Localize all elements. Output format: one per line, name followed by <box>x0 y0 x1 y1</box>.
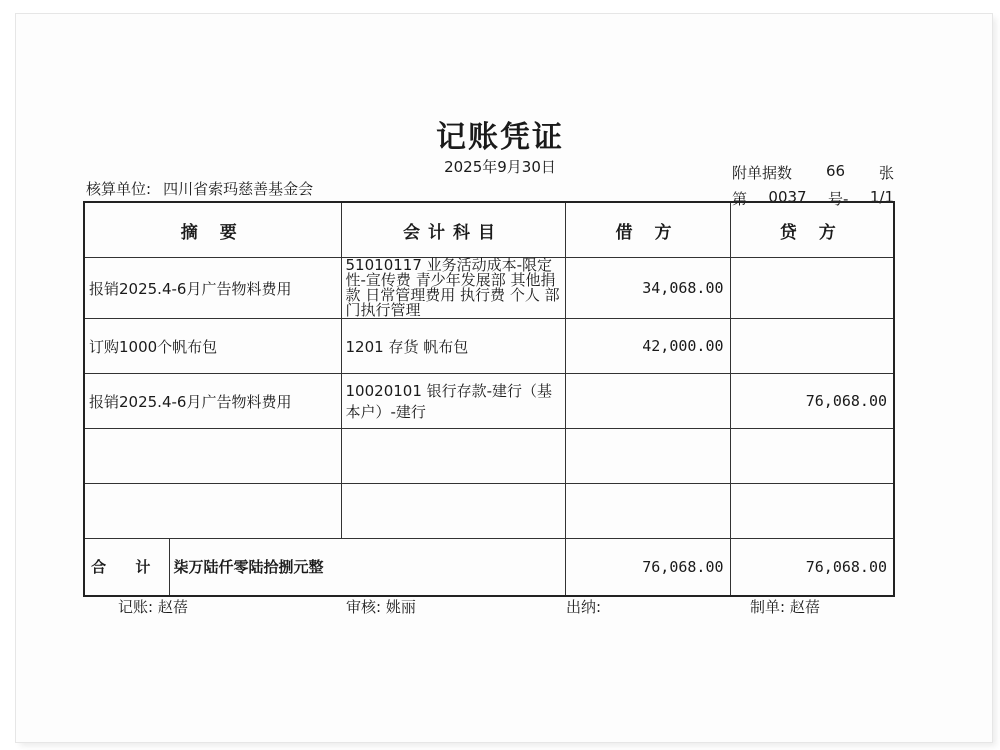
row-account: 51010117 业务活动成本-限定性-宣传费 青少年发展部 其他捐款 日常管理费用 执行费 个人 部门执行管理 <box>341 258 565 319</box>
preparer-signature: 制单: 赵蓓 <box>750 598 820 616</box>
voucher-date: 2025年9月30日 <box>444 158 556 176</box>
column-credit: 贷 方 <box>730 202 894 258</box>
accounting-unit-value: 四川省索玛慈善基金会 <box>163 180 314 198</box>
row-summary: 报销2025.4-6月广告物料费用 <box>84 258 341 319</box>
column-account: 会计科目 <box>341 202 565 258</box>
voucher-number-suffix: 号- <box>828 190 849 208</box>
column-summary: 摘 要 <box>84 202 341 258</box>
voucher-title: 记账凭证 <box>436 120 564 155</box>
row-debit <box>565 484 730 539</box>
reviewer-signature: 审核: 姚丽 <box>346 598 416 616</box>
table-row <box>84 429 894 484</box>
total-debit: 76,068.00 <box>565 539 730 596</box>
voucher-number-value: 0037 <box>768 188 807 206</box>
voucher-page: 1/1 <box>869 188 894 206</box>
row-credit: 76,068.00 <box>730 374 894 429</box>
total-amount-words: 柒万陆仟零陆拾捌元整 <box>169 539 565 596</box>
table-row <box>84 258 894 319</box>
row-debit <box>565 374 730 429</box>
row-summary <box>84 484 341 539</box>
row-credit <box>730 484 894 539</box>
table-header-row <box>84 202 894 258</box>
row-debit: 34,068.00 <box>565 258 730 319</box>
row-summary <box>84 429 341 484</box>
cashier-signature: 出纳: <box>566 598 602 616</box>
column-debit: 借 方 <box>565 202 730 258</box>
attachment-label: 附单据数 <box>732 164 793 182</box>
attachment-count <box>732 162 894 183</box>
row-summary: 报销2025.4-6月广告物料费用 <box>84 374 341 429</box>
total-label: 合 计 <box>84 539 169 596</box>
voucher-number-prefix: 第 <box>732 190 748 208</box>
table-row <box>84 484 894 539</box>
table-row <box>84 319 894 374</box>
accounting-unit-label: 核算单位: <box>86 180 152 198</box>
table-row <box>84 374 894 429</box>
row-credit <box>730 258 894 319</box>
row-summary: 订购1000个帆布包 <box>84 319 341 374</box>
accounting-unit <box>86 178 313 199</box>
attachment-number: 66 <box>825 162 846 180</box>
row-debit <box>565 429 730 484</box>
row-debit: 42,000.00 <box>565 319 730 374</box>
row-account <box>341 484 565 539</box>
row-account: 1201 存货 帆布包 <box>341 319 565 374</box>
row-account <box>341 429 565 484</box>
total-credit: 76,068.00 <box>730 539 894 596</box>
row-account: 10020101 银行存款-建行（基本户）-建行 <box>341 374 565 429</box>
total-row <box>84 539 894 596</box>
row-credit <box>730 429 894 484</box>
row-credit <box>730 319 894 374</box>
voucher-table <box>83 201 895 597</box>
attachment-unit: 张 <box>878 164 894 182</box>
bookkeeper-signature: 记账: 赵蓓 <box>118 598 188 616</box>
